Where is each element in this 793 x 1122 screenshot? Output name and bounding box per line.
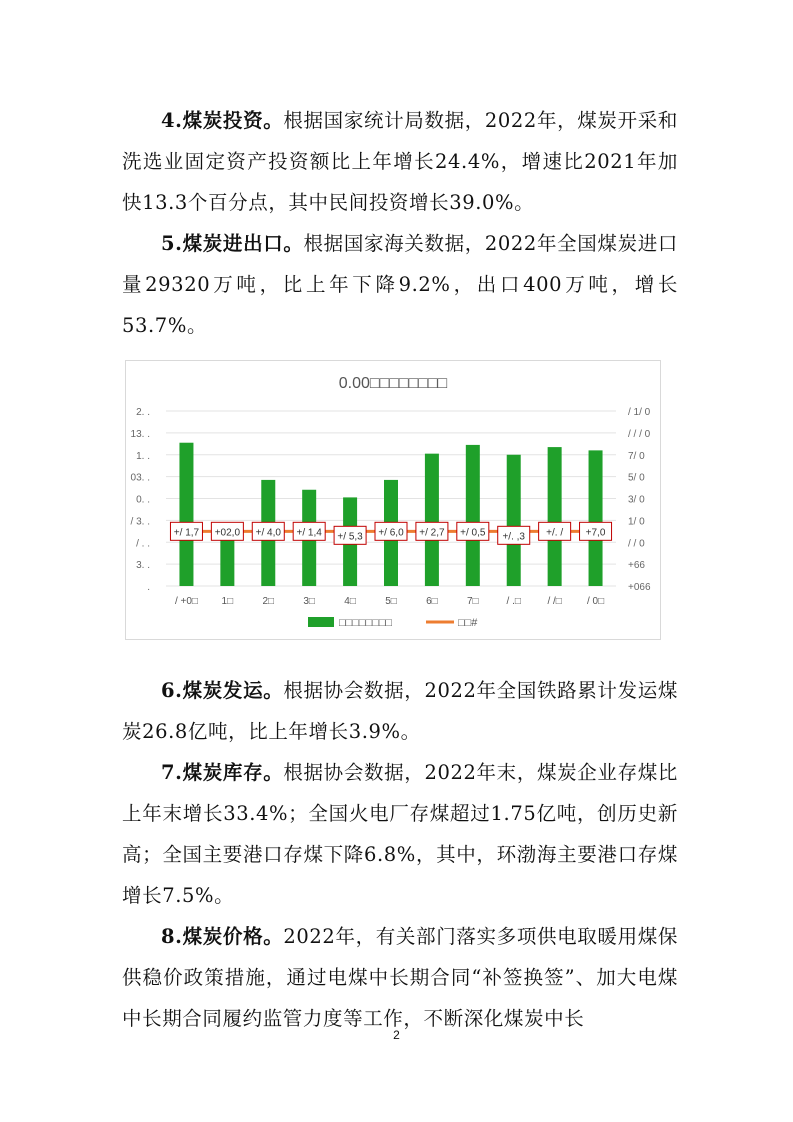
y-tick-label-right: / 1/ 0 bbox=[628, 407, 651, 418]
chart-bar bbox=[589, 450, 603, 586]
legend-label: □□□□□□□□ bbox=[339, 617, 393, 629]
paragraph-text: 根据协会数据，2022年全国铁路累计发运煤炭26.8亿吨，比上年增长3.9%。 bbox=[122, 679, 678, 743]
data-label: +/ 1,7 bbox=[173, 527, 200, 539]
data-label: +/ 2,7 bbox=[419, 527, 445, 539]
x-tick-label: / 0□ bbox=[586, 596, 605, 607]
x-tick-label: / +0□ bbox=[174, 596, 198, 607]
y-tick-label-left: 1. . bbox=[136, 450, 150, 462]
data-label: +/ 0,5 bbox=[460, 527, 486, 539]
y-tick-label-right: / / / 0 bbox=[628, 428, 651, 440]
paragraph-text: 根据国家统计局数据，2022年，煤炭开采和洗选业固定资产投资额比上年增长24.4%，增速比2021年加快13.3个百分点，其中民间投资增长39.0%。 bbox=[122, 109, 678, 214]
y-tick-label-left: 0. . bbox=[136, 494, 150, 506]
data-label: +/ 4,0 bbox=[255, 527, 281, 539]
paragraph-investment bbox=[122, 100, 678, 223]
data-label: +/. / bbox=[546, 527, 564, 539]
x-tick-label: 7□ bbox=[467, 596, 479, 607]
legend-label: □□# bbox=[458, 617, 478, 629]
paragraph-price bbox=[122, 916, 678, 1039]
x-tick-label: / /□ bbox=[547, 596, 562, 607]
x-tick-label: 5□ bbox=[385, 596, 397, 607]
x-tick-label: 6□ bbox=[426, 596, 438, 607]
y-tick-label-right: 7/ 0 bbox=[628, 450, 645, 462]
paragraph-shipping bbox=[122, 670, 678, 752]
coal-chart bbox=[125, 360, 661, 640]
data-label: +02,0 bbox=[214, 527, 241, 539]
paragraph-text: 2022年，有关部门落实多项供电取暖用煤保供稳价政策措施，通过电煤中长期合同“补签换签”、加大电煤中长期合同履约监管力度等工作，不断深化煤炭中长 bbox=[122, 925, 678, 1030]
x-tick-label: 2□ bbox=[262, 596, 275, 607]
paragraph-lead: 8.煤炭价格。 bbox=[161, 925, 284, 948]
y-tick-label-right: 3/ 0 bbox=[628, 494, 645, 506]
y-tick-label-right: / / 0 bbox=[628, 538, 645, 550]
data-label: +/. ,3 bbox=[502, 531, 525, 543]
paragraph-lead: 4.煤炭投资。 bbox=[161, 109, 284, 132]
chart-bar bbox=[548, 447, 562, 586]
y-tick-label-right: 1/ 0 bbox=[628, 516, 645, 528]
x-tick-label: 1□ bbox=[221, 596, 234, 607]
y-tick-label-right: +066 bbox=[628, 582, 651, 593]
paragraph-text: 根据协会数据，2022年末，煤炭企业存煤比上年末增长33.4%；全国火电厂存煤超过1.75亿吨，创历史新高；全国主要港口存煤下降6.8%，其中，环渤海主要港口存煤增长7.5%。 bbox=[122, 761, 678, 907]
x-tick-label: 4□ bbox=[344, 596, 356, 607]
chart-bar bbox=[425, 454, 439, 586]
chart-bar bbox=[466, 445, 480, 586]
page-number: 2 bbox=[393, 1028, 400, 1042]
chart-title: 0.00□□□□□□□□ bbox=[338, 375, 448, 392]
data-label: +/ 5,3 bbox=[337, 531, 363, 543]
legend-swatch-bar bbox=[308, 617, 334, 627]
paragraph-import-export bbox=[122, 223, 678, 346]
y-tick-label-left: / 3. . bbox=[130, 516, 150, 528]
paragraph-lead: 7.煤炭库存。 bbox=[161, 761, 284, 784]
chart-canvas bbox=[126, 361, 660, 639]
x-tick-label: 3□ bbox=[303, 596, 315, 607]
data-label: +7,0 bbox=[585, 527, 606, 539]
y-tick-label-left: 13. . bbox=[130, 428, 150, 440]
data-label: +/ 6,0 bbox=[378, 527, 404, 539]
paragraph-inventory bbox=[122, 752, 678, 916]
y-tick-label-left: / . . bbox=[136, 538, 150, 550]
y-tick-label-right: 5/ 0 bbox=[628, 472, 645, 484]
chart-bar bbox=[179, 443, 193, 586]
paragraph-text: 根据国家海关数据，2022年全国煤炭进口量29320万吨，比上年下降9.2%，出口400万吨，增长53.7%。 bbox=[122, 232, 678, 337]
x-tick-label: / .□ bbox=[506, 596, 521, 607]
chart-bar bbox=[507, 455, 521, 586]
paragraph-lead: 6.煤炭发运。 bbox=[161, 679, 284, 702]
paragraph-lead: 5.煤炭进出口。 bbox=[161, 232, 304, 255]
y-tick-label-left: 2. . bbox=[136, 407, 150, 418]
y-tick-label-left: 03. . bbox=[130, 472, 150, 484]
y-tick-label-right: +66 bbox=[628, 560, 645, 572]
y-tick-label-left: 3. . bbox=[136, 560, 150, 572]
data-label: +/ 1,4 bbox=[296, 527, 322, 539]
y-tick-label-left: . bbox=[147, 582, 150, 593]
